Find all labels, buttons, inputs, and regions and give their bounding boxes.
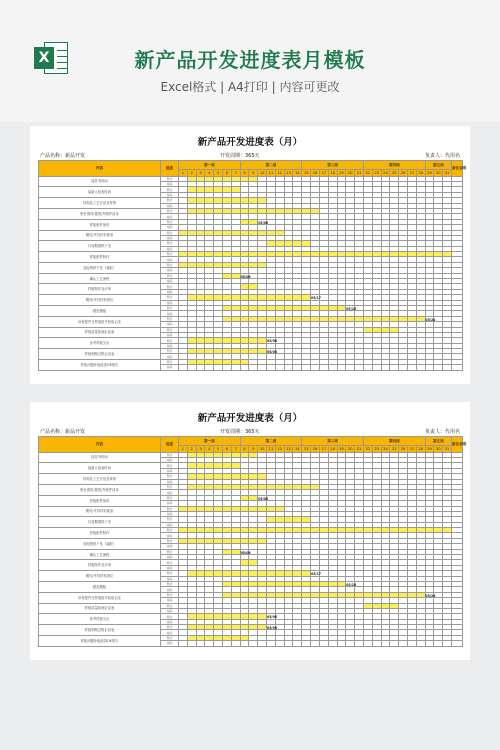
day-cell	[293, 365, 302, 370]
plan-label: 预计	[161, 252, 179, 257]
week-header: 第四周	[363, 437, 425, 446]
actual-label: 实际	[161, 544, 179, 549]
day-cell	[258, 641, 267, 646]
day-header: 16	[311, 169, 320, 176]
task-name: 跟进模板	[39, 581, 161, 592]
plan-label: 预计	[161, 176, 179, 181]
actual-label: 实际	[161, 311, 179, 316]
date-label: 05/08	[266, 626, 278, 631]
plan-label: 预计	[161, 495, 179, 500]
sheet-preview-1	[30, 126, 470, 384]
actual-label: 实际	[161, 235, 179, 240]
day-header: 28	[416, 169, 425, 176]
day-header: 2	[187, 169, 196, 176]
actual-label: 实际	[161, 457, 179, 462]
plan-label: 预计	[161, 603, 179, 608]
day-cell	[443, 365, 452, 370]
day-cell	[337, 641, 346, 646]
date-label: 05/08	[266, 615, 278, 620]
day-header: 31	[443, 169, 452, 176]
plan-label: 预计	[161, 528, 179, 533]
day-header: 11	[267, 445, 276, 452]
week-header: 第五周	[425, 437, 451, 446]
date-label: 05/08	[266, 339, 278, 344]
task-name: 跟进模板	[39, 305, 161, 316]
day-cell	[319, 641, 328, 646]
owner: 负责人：代用名	[424, 429, 460, 435]
dev-period: 开发周期：365天	[220, 153, 260, 159]
day-cell	[346, 365, 355, 370]
actual-label: 实际	[161, 203, 179, 208]
day-cell	[319, 365, 328, 370]
plan-label: 预计	[161, 208, 179, 213]
day-cell	[267, 365, 276, 370]
day-header: 15	[302, 445, 311, 452]
actual-label: 实际	[161, 555, 179, 560]
day-cell	[434, 641, 443, 646]
day-cell	[372, 641, 381, 646]
actual-label: 实际	[161, 468, 179, 473]
task-name: 长周期图纸下发	[39, 241, 161, 252]
task-name: 样板质量检测记录表	[39, 327, 161, 338]
day-cell	[346, 641, 355, 646]
actual-label: 实际	[161, 332, 179, 337]
day-header: 7	[231, 169, 240, 176]
day-cell	[311, 365, 320, 370]
day-header: 29	[425, 445, 434, 452]
day-cell	[399, 641, 408, 646]
sheet-title: 新产品开发进度表（月）	[197, 413, 303, 424]
task-name: 接新人组表时间	[39, 463, 161, 474]
plan-label: 预计	[161, 506, 179, 511]
day-header: 11	[267, 169, 276, 176]
task-name: 样板制制过程记录表	[39, 349, 161, 360]
plan-label: 预计	[161, 571, 179, 576]
day-cell	[179, 365, 188, 370]
actual-label: 实际	[161, 608, 179, 613]
day-header: 19	[337, 445, 346, 452]
task-name: 其他图纸下发（装配）	[39, 262, 161, 273]
day-header: 24	[381, 169, 390, 176]
day-cell	[196, 365, 205, 370]
day-cell	[363, 641, 372, 646]
day-header: 26	[399, 169, 408, 176]
day-header: 1	[179, 445, 188, 452]
plan-label: 预计	[161, 187, 179, 192]
day-cell	[390, 641, 399, 646]
day-header: 19	[337, 169, 346, 176]
task-name: 样板问题补板改善OK报告	[39, 359, 161, 370]
day-cell	[425, 641, 434, 646]
day-header: 21	[355, 445, 364, 452]
actual-label: 实际	[161, 598, 179, 603]
task-name: 所有配件交样板组并检验记录	[39, 592, 161, 603]
actual-label: 实际	[161, 533, 179, 538]
actual-label: 实际	[161, 322, 179, 327]
day-header: 15	[302, 169, 311, 176]
plan-label: 预计	[161, 241, 179, 246]
actual-label: 实际	[161, 576, 179, 581]
header-banner	[0, 0, 500, 122]
day-cell	[302, 365, 311, 370]
task-name: 确认工艺流程	[39, 549, 161, 560]
excel-icon: X	[34, 42, 68, 74]
plan-label: 预计	[161, 219, 179, 224]
day-header: 5	[214, 445, 223, 452]
task-name: 确认工艺流程	[39, 273, 161, 284]
day-cell	[425, 365, 434, 370]
day-cell	[443, 641, 452, 646]
day-cell	[205, 365, 214, 370]
day-header: 4	[205, 169, 214, 176]
day-cell	[363, 365, 372, 370]
progress-table	[38, 160, 467, 371]
week-header: 第一周	[179, 161, 241, 170]
week-header: 第三周	[302, 161, 364, 170]
day-cell	[275, 641, 284, 646]
day-header: 20	[346, 169, 355, 176]
product-name: 产品名称：新品开发	[40, 429, 86, 435]
day-cell	[284, 641, 293, 646]
day-header: 8	[240, 169, 249, 176]
plan-label: 预计	[161, 538, 179, 543]
day-header: 18	[328, 445, 337, 452]
day-header: 3	[196, 445, 205, 452]
task-name: 样板配件备料	[39, 495, 161, 506]
actual-label: 实际	[161, 225, 179, 230]
week-header: 第一周	[179, 437, 241, 446]
task-name: 模具/夹具材料准备	[39, 506, 161, 517]
plan-label: 预计	[161, 474, 179, 479]
day-cell	[249, 365, 258, 370]
day-cell	[399, 365, 408, 370]
task-name: 样板质量检测记录表	[39, 603, 161, 614]
day-cell	[355, 365, 364, 370]
note-cell	[452, 641, 463, 646]
day-header: 30	[434, 169, 443, 176]
actual-label: 实际	[161, 268, 179, 273]
plan-label: 预计	[161, 359, 179, 364]
task-name: 接新人组表时间	[39, 187, 161, 198]
week-header: 第五周	[425, 161, 451, 170]
day-header: 12	[275, 445, 284, 452]
day-header: 1	[179, 169, 188, 176]
day-cell	[328, 365, 337, 370]
day-header: 25	[390, 169, 399, 176]
week-header: 第三周	[302, 437, 364, 446]
day-cell	[275, 365, 284, 370]
sheet-title: 新产品开发进度表（月）	[197, 137, 303, 148]
day-header: 8	[240, 445, 249, 452]
day-header: 4	[205, 445, 214, 452]
day-cell	[416, 365, 425, 370]
day-header: 17	[319, 445, 328, 452]
day-header: 28	[416, 445, 425, 452]
day-header: 29	[425, 169, 434, 176]
day-header: 26	[399, 445, 408, 452]
actual-label: 实际	[161, 522, 179, 527]
day-header: 9	[249, 169, 258, 176]
plan-label: 预计	[161, 625, 179, 630]
day-header: 14	[293, 445, 302, 452]
day-cell	[231, 365, 240, 370]
actual-label: 实际	[161, 214, 179, 219]
col-progress-header: 进度	[161, 161, 179, 177]
task-name: 样板配件备料	[39, 219, 161, 230]
day-cell	[258, 365, 267, 370]
col-task-header: 内容	[39, 161, 161, 177]
col-note-header: 备注说明	[452, 437, 463, 453]
plan-label: 预计	[161, 517, 179, 522]
day-header: 22	[363, 169, 372, 176]
day-header: 9	[249, 445, 258, 452]
plan-label: 预计	[161, 327, 179, 332]
task-name: 参考样板交出	[39, 338, 161, 349]
task-name: 接任务时间	[39, 452, 161, 463]
day-cell	[187, 365, 196, 370]
date-label: 05/24	[425, 593, 436, 598]
day-cell	[416, 641, 425, 646]
progress-table	[38, 436, 467, 647]
task-name: 样板配件制作	[39, 252, 161, 263]
task-name: 样板制制过程记录表	[39, 625, 161, 636]
col-task-header: 内容	[39, 437, 161, 453]
actual-label: 实际	[161, 490, 179, 495]
task-name: 样板制作及评审	[39, 560, 161, 571]
date-label: 05/06	[240, 550, 251, 555]
date-label: 05/24	[425, 317, 436, 322]
day-cell	[434, 365, 443, 370]
plan-label: 预计	[161, 614, 179, 619]
day-cell	[240, 365, 249, 370]
actual-label: 实际	[161, 511, 179, 516]
day-header: 21	[355, 169, 364, 176]
actual-label: 实际	[161, 257, 179, 262]
day-header: 13	[284, 169, 293, 176]
actual-label: 实际	[161, 630, 179, 635]
day-cell	[328, 641, 337, 646]
day-header: 2	[187, 445, 196, 452]
day-cell	[196, 641, 205, 646]
plan-label: 预计	[161, 305, 179, 310]
task-name: 模具/夹具材料到位	[39, 295, 161, 306]
task-name: 参考样板交出	[39, 614, 161, 625]
date-label: 05/17	[310, 296, 322, 301]
owner: 负责人：代用名	[424, 153, 460, 159]
actual-label: 实际	[161, 565, 179, 570]
day-header: 31	[443, 445, 452, 452]
day-header: 6	[222, 445, 231, 452]
day-cell	[372, 365, 381, 370]
plan-label: 预计	[161, 273, 179, 278]
plan-label: 预计	[161, 284, 179, 289]
task-name: 结构及工艺讨论及草图	[39, 474, 161, 485]
day-cell	[337, 365, 346, 370]
plan-label: 预计	[161, 316, 179, 321]
day-cell	[355, 641, 364, 646]
plan-label: 预计	[161, 295, 179, 300]
date-label: 05/17	[310, 572, 322, 577]
day-cell	[390, 365, 399, 370]
week-header: 第二周	[240, 161, 302, 170]
day-cell	[381, 365, 390, 370]
day-cell	[222, 641, 231, 646]
day-header: 23	[372, 169, 381, 176]
day-cell	[240, 641, 249, 646]
day-header: 20	[346, 445, 355, 452]
day-header: 23	[372, 445, 381, 452]
week-header: 第二周	[240, 437, 302, 446]
task-name: 接任务时间	[39, 176, 161, 187]
plan-label: 预计	[161, 349, 179, 354]
day-header: 30	[434, 445, 443, 452]
day-cell	[187, 641, 196, 646]
day-cell	[214, 365, 223, 370]
actual-label: 实际	[161, 619, 179, 624]
day-header: 18	[328, 169, 337, 176]
task-name: 长周期图纸下发	[39, 517, 161, 528]
plan-label: 预计	[161, 463, 179, 468]
day-header: 6	[222, 169, 231, 176]
task-name: 模具/夹具材料到位	[39, 571, 161, 582]
task-name: 样板制作及评审	[39, 284, 161, 295]
task-name: 样板配件制作	[39, 528, 161, 539]
date-label: 05/06	[240, 274, 251, 279]
day-cell	[381, 641, 390, 646]
actual-label: 实际	[161, 192, 179, 197]
plan-label: 预计	[161, 262, 179, 267]
day-cell	[407, 365, 416, 370]
table-header-row	[39, 161, 463, 170]
date-label: 05/08	[266, 350, 278, 355]
actual-label: 实际	[161, 501, 179, 506]
plan-label: 预计	[161, 484, 179, 489]
day-header: 13	[284, 445, 293, 452]
product-name: 产品名称：新品开发	[40, 153, 86, 159]
actual-label: 实际	[161, 479, 179, 484]
actual-label: 实际	[161, 279, 179, 284]
day-header: 24	[381, 445, 390, 452]
actual-label: 实际	[161, 289, 179, 294]
sheet-preview-2	[30, 402, 470, 660]
day-cell	[311, 641, 320, 646]
actual-label: 实际	[161, 300, 179, 305]
day-header: 27	[407, 169, 416, 176]
table-header-row	[39, 437, 463, 446]
day-cell	[302, 641, 311, 646]
actual-label: 实际	[161, 246, 179, 251]
col-note-header: 备注说明	[452, 161, 463, 177]
day-header: 10	[258, 445, 267, 452]
day-cell	[222, 365, 231, 370]
day-header: 3	[196, 169, 205, 176]
plan-label: 预计	[161, 581, 179, 586]
day-cell	[267, 641, 276, 646]
day-header: 17	[319, 169, 328, 176]
date-label: 05/16	[346, 306, 357, 311]
day-cell	[214, 641, 223, 646]
note-cell	[452, 365, 463, 370]
plan-label: 预计	[161, 635, 179, 640]
plan-label: 预计	[161, 452, 179, 457]
task-name: 模具/夹具材料准备	[39, 230, 161, 241]
task-name: 报价资料/提供/外购件清单	[39, 484, 161, 495]
day-cell	[407, 641, 416, 646]
day-header: 14	[293, 169, 302, 176]
task-name: 其他图纸下发（装配）	[39, 538, 161, 549]
day-header: 22	[363, 445, 372, 452]
actual-label: 实际	[161, 641, 179, 646]
day-cell	[249, 641, 258, 646]
actual-label: 实际	[161, 354, 179, 359]
day-header: 16	[311, 445, 320, 452]
actual-label: 实际	[161, 343, 179, 348]
day-header: 10	[258, 169, 267, 176]
day-cell	[293, 641, 302, 646]
col-progress-header: 进度	[161, 437, 179, 453]
actual-label: 实际	[161, 587, 179, 592]
page-subtitle: Excel格式 | A4打印 | 内容可更改	[160, 80, 340, 94]
task-name: 报价资料/提供/外购件清单	[39, 208, 161, 219]
day-header: 12	[275, 169, 284, 176]
plan-label: 预计	[161, 198, 179, 203]
actual-label: 实际	[161, 181, 179, 186]
plan-label: 预计	[161, 549, 179, 554]
week-header: 第四周	[363, 161, 425, 170]
plan-label: 预计	[161, 592, 179, 597]
day-cell	[205, 641, 214, 646]
day-header: 7	[231, 445, 240, 452]
day-cell	[284, 365, 293, 370]
day-header: 5	[214, 169, 223, 176]
date-label: 05/06	[258, 220, 269, 225]
task-name: 样板问题补板改善OK报告	[39, 635, 161, 646]
plan-label: 预计	[161, 230, 179, 235]
task-name: 所有配件交样板组并检验记录	[39, 316, 161, 327]
plan-label: 预计	[161, 338, 179, 343]
day-cell	[231, 641, 240, 646]
day-header: 25	[390, 445, 399, 452]
day-header: 27	[407, 445, 416, 452]
day-cell	[179, 641, 188, 646]
dev-period: 开发周期：365天	[220, 429, 260, 435]
task-name: 结构及工艺讨论及草图	[39, 198, 161, 209]
page-title: 新产品开发进度表月模板	[134, 48, 366, 72]
date-label: 05/16	[346, 582, 357, 587]
plan-label: 预计	[161, 560, 179, 565]
actual-label: 实际	[161, 365, 179, 370]
date-label: 05/06	[258, 496, 269, 501]
